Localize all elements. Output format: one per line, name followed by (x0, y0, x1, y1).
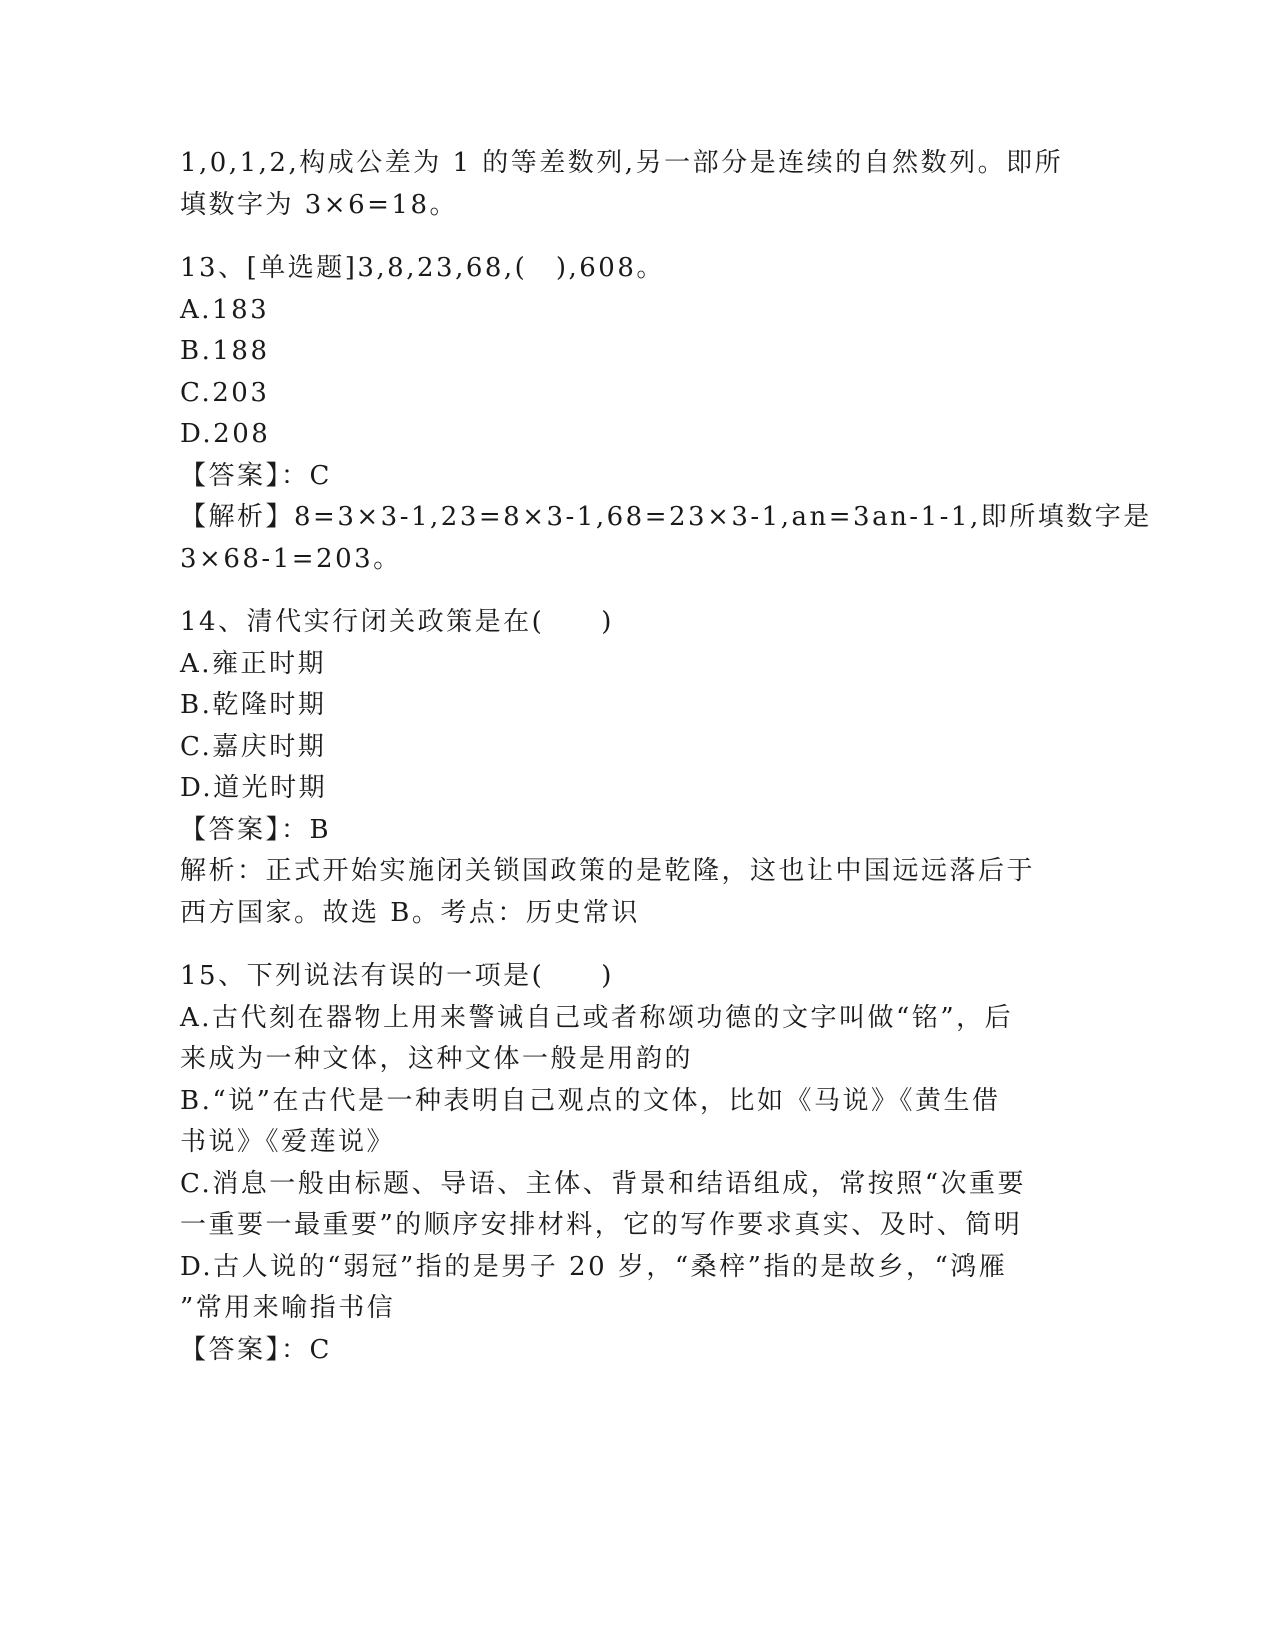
option-c-line-2: 一重要一最重要”的顺序安排材料，它的写作要求真实、及时、简明 (180, 1210, 1023, 1240)
explanation-line: 解析：正式开始实施闭关锁国政策的是乾隆，这也让中国远远落后于 (180, 856, 1036, 886)
explanation-line: 西方国家。故选 B。考点：历史常识 (180, 897, 640, 928)
option-a: A.雍正时期 (180, 648, 327, 679)
question-stem: 13、[单选题]3,8,23,68,( ),608。 (180, 253, 665, 283)
option-c: C.嘉庆时期 (180, 731, 327, 762)
option-b: B.188 (180, 336, 270, 366)
option-c-line-1: C.消息一般由标题、导语、主体、背景和结语组成，常按照“次重要 (180, 1168, 1027, 1199)
option-d-line-1: D.古人说的“弱冠”指的是男子 20 岁，“桑梓”指的是故乡，“鸿雁 (180, 1251, 1008, 1282)
question-14 (180, 602, 1060, 934)
question-15 (180, 956, 1060, 1371)
option-d: D.道光时期 (180, 773, 328, 803)
spacer (180, 934, 1060, 956)
spacer (180, 580, 1060, 602)
explanation-line: 3×68-1=203。 (180, 543, 402, 574)
document-page (180, 143, 1152, 1371)
option-b-line-2: 书说》《爱莲说》 (180, 1127, 396, 1157)
answer-label: 【答案】：C (180, 460, 332, 491)
explanation-line: 1,0,1,2,构成公差为 1 的等差数列,另一部分是连续的自然数列。即所 (180, 148, 1064, 178)
option-b: B.乾隆时期 (180, 690, 327, 720)
explanation-line: 填数字为 3×6=18。 (180, 189, 459, 220)
answer-label: 【答案】：B (180, 814, 332, 845)
answer-label: 【答案】：C (180, 1334, 332, 1365)
option-b-line-1: B.“说”在古代是一种表明自己观点的文体，比如《马说》《黄生借 (180, 1085, 1001, 1116)
question-stem: 15、下列说法有误的一项是( ) (180, 961, 614, 991)
option-c: C.203 (180, 377, 270, 408)
option-d: D.208 (180, 419, 271, 449)
spacer (180, 226, 1060, 248)
question-13 (180, 248, 1152, 580)
option-a: A.183 (180, 294, 270, 325)
explanation-line: 【解析】8=3×3-1,23=8×3-1,68=23×3-1,an=3an-1-1,即所填数字是 (180, 502, 1152, 532)
option-a-line-2: 来成为一种文体，这种文体一般是用韵的 (180, 1044, 694, 1074)
option-a-line-1: A.古代刻在器物上用来警诫自己或者称颂功德的文字叫做“铭”，后 (180, 1002, 1014, 1033)
previous-explanation (180, 143, 1064, 226)
question-stem: 14、清代实行闭关政策是在( ) (180, 607, 614, 637)
option-d-line-2: ”常用来喻指书信 (180, 1293, 396, 1323)
